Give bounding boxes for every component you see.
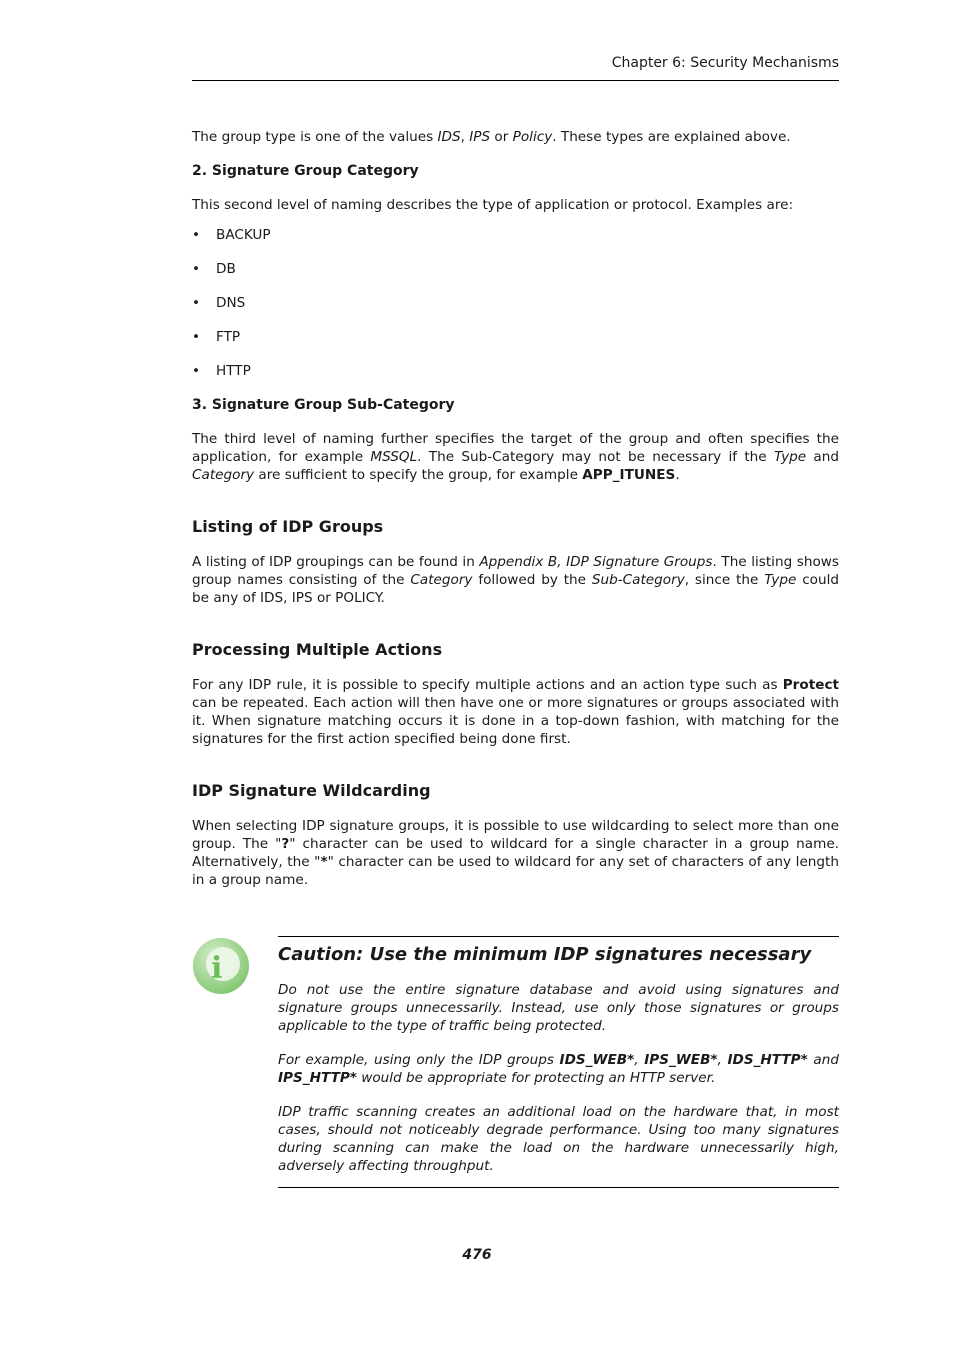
text-run: , <box>460 129 470 145</box>
list-item <box>192 362 839 380</box>
text-run: or <box>490 129 513 145</box>
text-run: For example, using only the IDP groups <box>278 1052 560 1068</box>
italic-text: IDS <box>437 129 461 145</box>
bold-text: IPS_HTTP* <box>278 1070 357 1086</box>
text-run: , <box>717 1052 728 1068</box>
page-number-label: 476 <box>462 1247 492 1263</box>
bold-text: IDS_WEB* <box>559 1052 635 1068</box>
list-item <box>192 260 839 278</box>
text-run: . <box>675 467 680 483</box>
bold-text: ? <box>281 836 290 852</box>
list-item-label: HTTP <box>216 363 251 379</box>
list-item-label: FTP <box>216 329 241 345</box>
bold-text: IPS_WEB* <box>644 1052 718 1068</box>
italic-text: Category <box>192 467 255 483</box>
bold-text: Protect <box>782 677 839 693</box>
bullet: • <box>192 295 201 311</box>
chapter-title: Chapter 6: Security Mechanisms <box>611 55 839 71</box>
text-run: " character can be used to wildcard for a single character in a group name. Alternatively, the " <box>192 836 839 870</box>
info-icon <box>192 937 250 995</box>
italic-text: Category <box>410 572 473 588</box>
bullet: • <box>192 329 201 345</box>
text-run: are sufficient to specify the group, for example <box>254 467 583 483</box>
text-run: The group type is one of the values <box>192 129 438 145</box>
italic-text: Type <box>773 449 807 465</box>
italic-text: Policy <box>512 129 553 145</box>
text-run: . The listing shows group names consisting of the <box>192 554 839 588</box>
text-run: followed by the <box>472 572 592 588</box>
category-examples-list <box>192 226 839 380</box>
text-run: and <box>806 449 839 465</box>
list-item-label: DNS <box>216 295 246 311</box>
main-content <box>192 128 839 889</box>
listing-paragraph <box>192 553 839 607</box>
group-type-paragraph <box>192 128 839 146</box>
text-run: When selecting IDP signature groups, it is possible to use wildcarding to select more than one group. The " <box>192 818 839 852</box>
listing-heading: Listing of IDP Groups <box>192 517 384 536</box>
italic-text: Appendix B, IDP Signature Groups <box>479 554 713 570</box>
caution-paragraph-2 <box>278 1051 839 1087</box>
list-item-label: DB <box>216 261 236 277</box>
list-item <box>192 294 839 312</box>
text-run: could be any of IDS, IPS or POLICY. <box>192 572 839 606</box>
text-run: can be repeated. Each action will then have one or more signatures or groups associated with it. When signature matching occurs it is done in a top-down fashion, with matching for the signatures for the first action specified being done first. <box>192 695 839 747</box>
text-run: , since the <box>684 572 765 588</box>
wildcard-heading: IDP Signature Wildcarding <box>192 781 431 800</box>
bold-text: IDS_HTTP* <box>727 1052 808 1068</box>
italic-text: MSSQL <box>370 449 418 465</box>
bold-text: APP_ITUNES <box>582 467 676 483</box>
processing-heading: Processing Multiple Actions <box>192 640 443 659</box>
caution-paragraph-1: Do not use the entire signature database and avoid using signatures and signature groups unnecessarily. Instead, use only those signatures or groups applicable to the type of traffic being protected. <box>278 982 839 1034</box>
subcategory-paragraph <box>192 430 839 484</box>
text-run: For any IDP rule, it is possible to specify multiple actions and an action type such as <box>192 677 783 693</box>
text-run: would be appropriate for protecting an HTTP server. <box>356 1070 716 1086</box>
text-run: , <box>634 1052 645 1068</box>
caution-paragraph-3: IDP traffic scanning creates an additional load on the hardware that, in most cases, should not noticeably degrade performance. Using too many signatures during scanning can make the load on the hardware unnecessarily high, adversely affecting throughput. <box>278 1104 839 1174</box>
list-item <box>192 328 839 346</box>
italic-text: Type <box>764 572 797 588</box>
italic-text: Sub-Category <box>591 572 685 588</box>
category-paragraph: This second level of naming describes the type of application or protocol. Examples are: <box>192 197 794 213</box>
text-run: A listing of IDP groupings can be found in <box>192 554 480 570</box>
list-item <box>192 226 839 244</box>
bullet: • <box>192 363 201 379</box>
category-heading: 2. Signature Group Category <box>192 163 419 179</box>
italic-text: IPS <box>469 129 491 145</box>
page-number <box>0 1247 954 1263</box>
list-item-label: BACKUP <box>216 227 271 243</box>
bullet: • <box>192 261 201 277</box>
running-header <box>192 55 839 81</box>
text-run: and <box>807 1052 839 1068</box>
subcategory-heading: 3. Signature Group Sub-Category <box>192 397 455 413</box>
processing-paragraph <box>192 676 839 748</box>
caution-title: Caution: Use the minimum IDP signatures necessary <box>278 944 812 965</box>
text-run: . These types are explained above. <box>552 129 791 145</box>
text-run: " character can be used to wildcard for any set of characters of any length in a group name. <box>192 854 839 888</box>
bold-text: * <box>320 854 328 870</box>
caution-box <box>278 936 839 1188</box>
bullet: • <box>192 227 201 243</box>
text-run: The third level of naming further specifies the target of the group and often specifies the application, for example <box>192 431 839 465</box>
wildcard-paragraph <box>192 817 839 889</box>
info-icon-letter: i <box>211 951 223 986</box>
text-run: . The Sub-Category may not be necessary if the <box>417 449 774 465</box>
